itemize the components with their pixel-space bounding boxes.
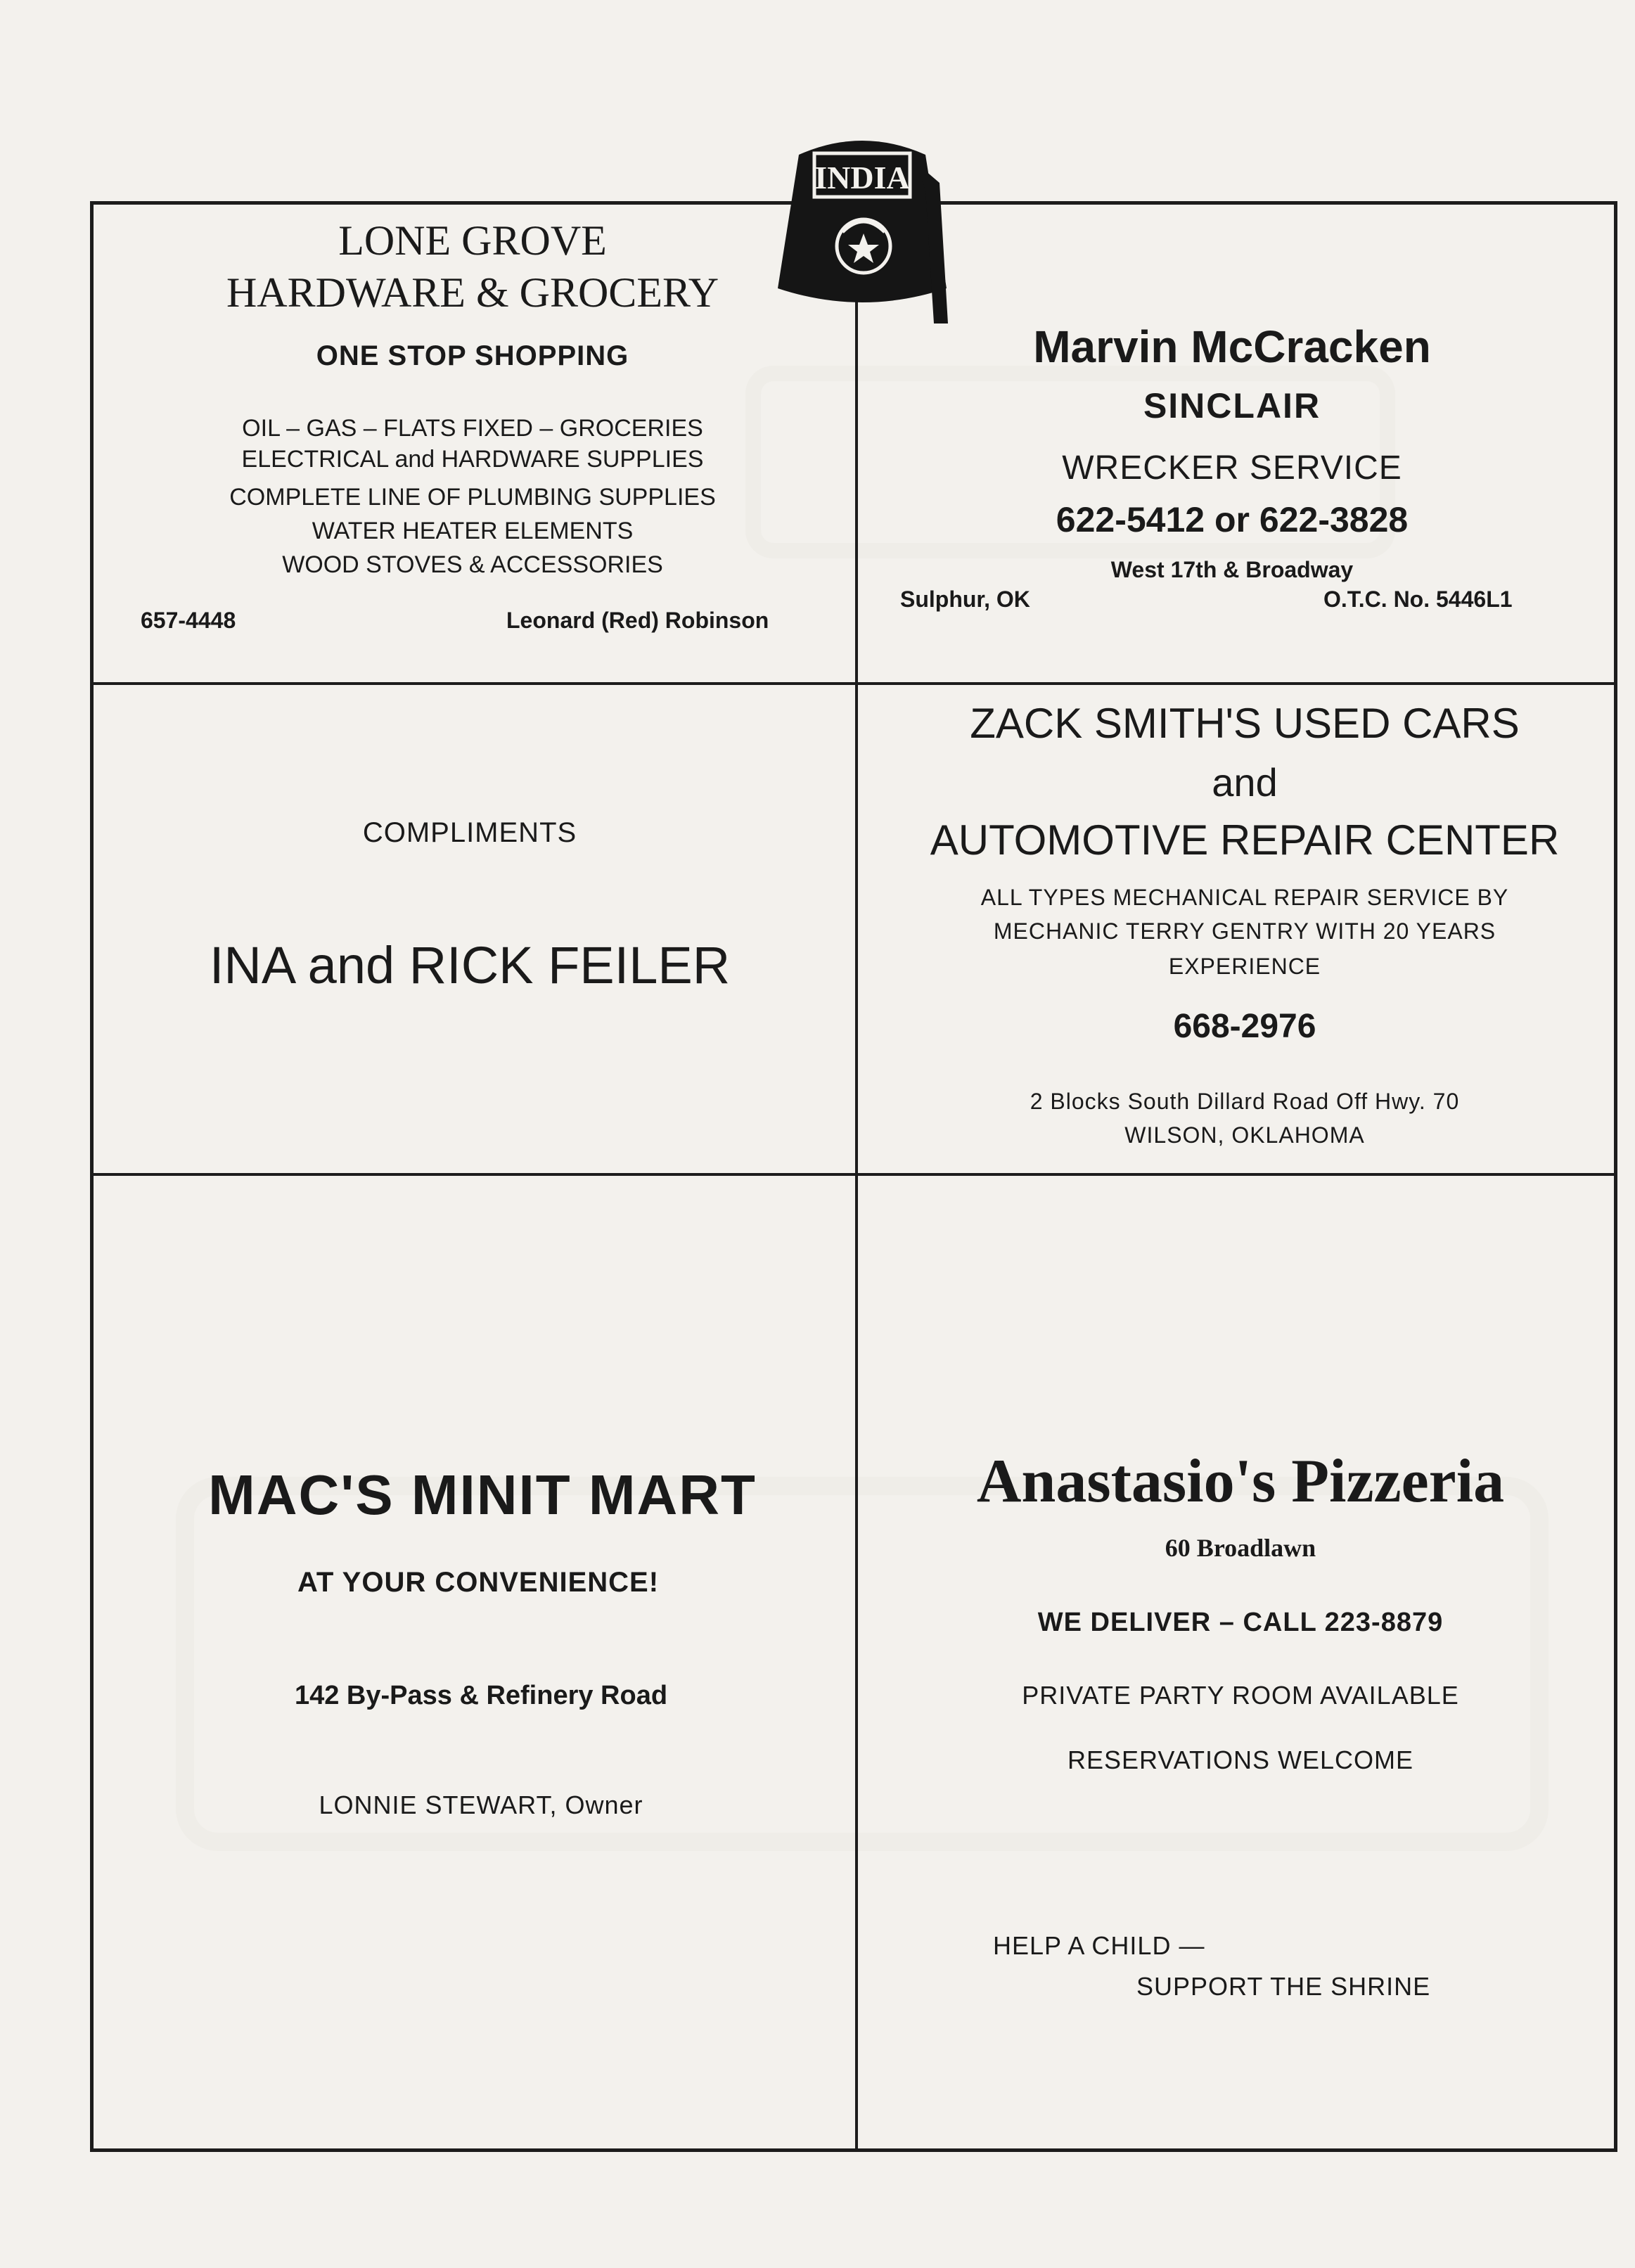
owner-name: LONNIE STEWART, Owner [319, 1790, 643, 1819]
street-address: 142 By-Pass & Refinery Road [294, 1681, 668, 1710]
service-line: COMPLETE LINE OF PLUMBING SUPPLIES [229, 484, 716, 511]
service-line: WATER HEATER ELEMENTS [312, 518, 634, 544]
grid-divider-row1 [90, 682, 1617, 685]
slogan-line2: SUPPORT THE SHRINE [1136, 1972, 1431, 2001]
grid-divider-row2 [90, 1173, 1617, 1176]
business-name-line2: HARDWARE & GROCERY [226, 269, 719, 316]
description-line: EXPERIENCE [1168, 954, 1321, 979]
service-line: ELECTRICAL and HARDWARE SUPPLIES [241, 446, 704, 473]
reservations-info: RESERVATIONS WELCOME [1067, 1745, 1414, 1774]
grid-divider-vertical [855, 201, 858, 2152]
street-address: 2 Blocks South Dillard Road Off Hwy. 70 [1030, 1089, 1460, 1114]
business-name: MAC'S MINIT MART [208, 1463, 757, 1526]
tagline: ONE STOP SHOPPING [316, 340, 629, 371]
description-line: ALL TYPES MECHANICAL REPAIR SERVICE BY [980, 885, 1509, 910]
phone-number: 657-4448 [141, 608, 236, 633]
business-name-line1: ZACK SMITH'S USED CARS [970, 700, 1520, 747]
street-address: West 17th & Broadway [1110, 557, 1354, 582]
description-line: MECHANIC TERRY GENTRY WITH 20 YEARS [993, 918, 1496, 944]
service-line: OIL – GAS – FLATS FIXED – GROCERIES [242, 415, 703, 442]
business-name-line3: AUTOMOTIVE REPAIR CENTER [930, 816, 1560, 864]
business-name-line2: and [1212, 760, 1278, 805]
tagline: AT YOUR CONVENIENCE! [297, 1567, 660, 1598]
city: WILSON, OKLAHOMA [1124, 1122, 1365, 1148]
city: Sulphur, OK [900, 587, 1030, 612]
street-address: 60 Broadlawn [1165, 1534, 1316, 1562]
service-name: WRECKER SERVICE [1062, 449, 1402, 487]
owner-name: Leonard (Red) Robinson [506, 608, 769, 633]
delivery-info: WE DELIVER – CALL 223-8879 [1037, 1608, 1444, 1637]
svg-text:INDIA: INDIA [814, 160, 910, 196]
business-name-line1: LONE GROVE [338, 217, 607, 264]
service-line: WOOD STOVES & ACCESSORIES [282, 551, 663, 578]
business-name: Anastasio's Pizzeria [976, 1447, 1505, 1516]
business-name: Marvin McCracken [1033, 321, 1431, 372]
sponsor-names: INA and RICK FEILER [209, 936, 731, 994]
brand-name: SINCLAIR [1143, 386, 1321, 425]
slogan-line1: HELP A CHILD — [993, 1931, 1205, 1960]
compliments-label: COMPLIMENTS [362, 817, 577, 848]
party-room-info: PRIVATE PARTY ROOM AVAILABLE [1022, 1681, 1459, 1710]
phone-number: 668-2976 [1173, 1008, 1316, 1045]
shrine-fez-icon [771, 113, 954, 323]
phone-numbers: 622-5412 or 622-3828 [1056, 500, 1409, 539]
license-number: O.T.C. No. 5446L1 [1323, 587, 1513, 612]
